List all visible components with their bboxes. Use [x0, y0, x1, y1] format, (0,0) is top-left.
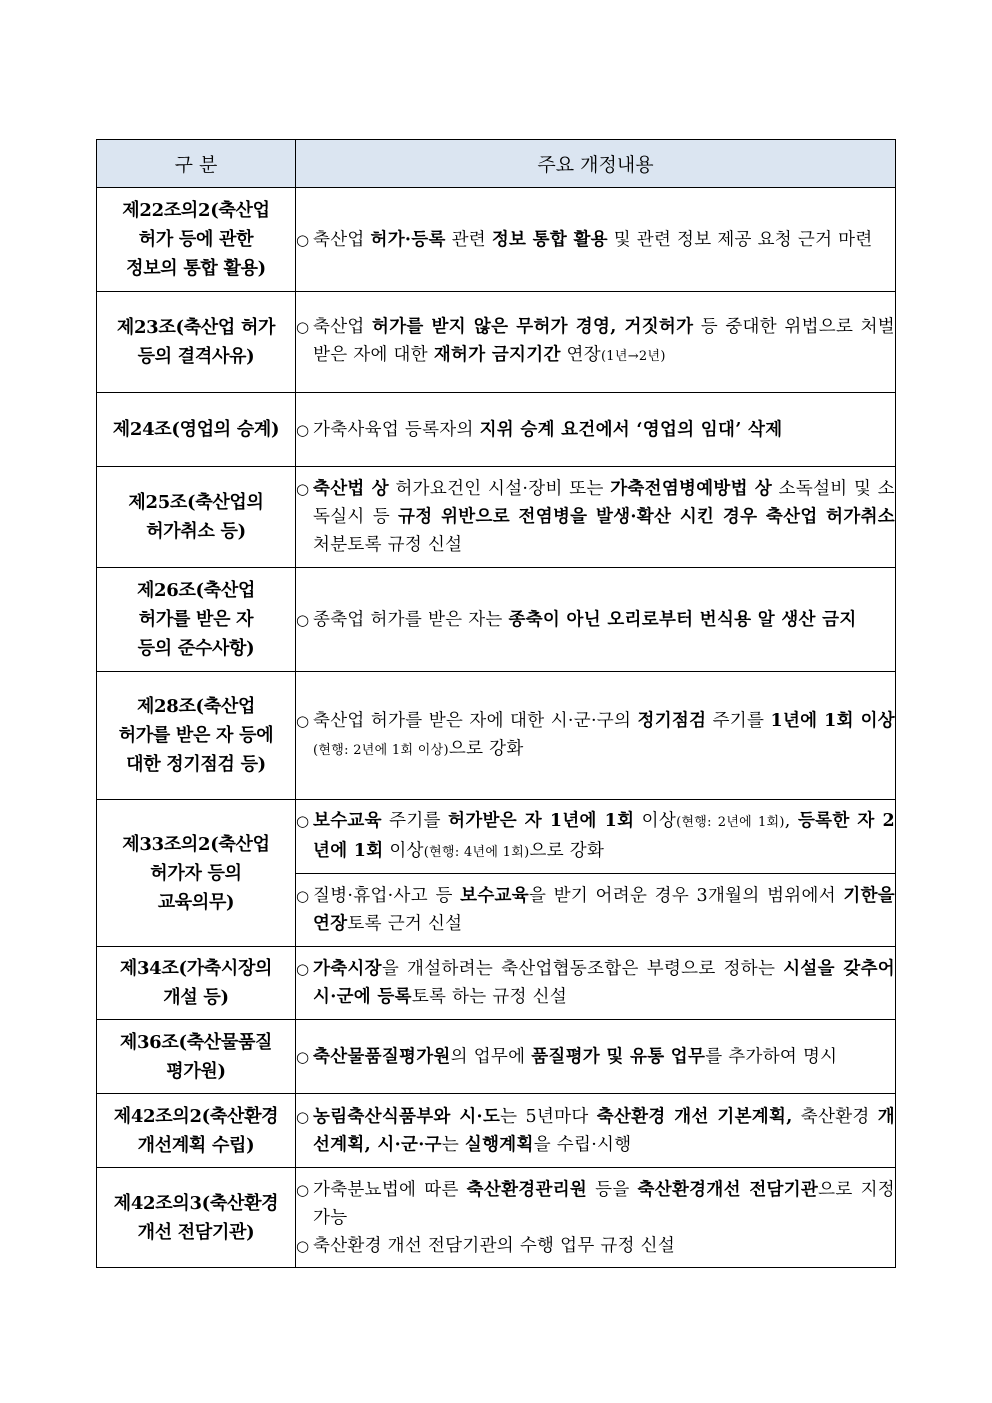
note-text: (현행: 4년에 1회) — [423, 844, 530, 860]
article-cell — [97, 393, 296, 467]
article-cell — [97, 1168, 296, 1268]
body-text: 및 관련 정보 제공 요청 근거 마련 — [607, 229, 873, 250]
content-item — [296, 707, 895, 765]
body-text: 종축업 허가를 받은 자는 — [313, 609, 509, 630]
emphasis-text: 허가·등록 — [370, 229, 446, 250]
article-cell — [97, 1020, 296, 1094]
bullet-mark: ○ — [296, 318, 310, 336]
content-item — [296, 1176, 895, 1232]
content-item — [296, 1232, 895, 1260]
body-text: , — [784, 810, 798, 831]
bullet-mark: ○ — [296, 1047, 310, 1066]
emphasis-text: 보수교육 — [313, 810, 382, 831]
article-line: 제22조의2(축산업 — [122, 200, 270, 221]
table-row — [97, 467, 896, 568]
article-line: 제33조의2(축산업 — [122, 833, 270, 855]
emphasis-text: 재허가 금지기간 — [433, 345, 561, 365]
article-line: 허가 등에 관한 — [138, 229, 254, 250]
emphasis-text: 축산환경개선 전담기관 — [637, 1179, 819, 1200]
emphasis-text: 시설을 갖추어 시·군에 등록 — [313, 959, 895, 1007]
content-cell — [296, 292, 896, 393]
bullet-mark: ○ — [296, 420, 310, 439]
bullet-mark: ○ — [296, 1107, 310, 1126]
emphasis-text: 실행계획 — [464, 1134, 534, 1155]
body-text: 으로 강화 — [448, 738, 524, 759]
body-text: 는 5년마다 — [500, 1106, 597, 1127]
body-text: 이상 — [383, 840, 424, 861]
body-text: 등 중대한 위법으로 처벌 받은 자에 대한 — [313, 317, 895, 365]
bullet-mark: ○ — [296, 230, 310, 249]
content-item — [296, 475, 895, 559]
article-line: 제42조의3(축산환경 — [113, 1192, 279, 1214]
emphasis-text: 개선계획, 시·군·구 — [313, 1106, 896, 1155]
body-text: 토록 하는 규정 신설 — [411, 987, 568, 1007]
article-cell — [97, 800, 296, 947]
article-cell — [97, 1094, 296, 1168]
body-text: 축산업 — [313, 229, 371, 250]
content-cell — [296, 393, 896, 467]
article-cell — [97, 188, 296, 292]
table-header-row — [97, 140, 896, 188]
bullet-mark: ○ — [296, 480, 310, 498]
bullet-mark: ○ — [296, 610, 310, 629]
body-text: 관련 — [445, 229, 492, 250]
article-line: 평가원) — [166, 1060, 226, 1082]
article-line: 개선계획 수립) — [137, 1134, 255, 1156]
emphasis-text: 가축전염병예방법 상 — [610, 479, 773, 499]
article-cell — [97, 672, 296, 800]
article-line: 제24조(영업의 승계) — [112, 419, 280, 440]
amendment-table — [96, 139, 896, 1268]
article-line: 제25조(축산업의 — [128, 492, 264, 513]
content-cell — [296, 874, 896, 947]
emphasis-text: 농림축산식품부와 시·도 — [313, 1106, 501, 1127]
body-text: 을 개설하려는 축산업협동조합은 부령으로 정하는 — [381, 959, 784, 979]
content-item — [296, 955, 895, 1011]
article-line: 개설 등) — [163, 987, 229, 1008]
content-item — [296, 1043, 895, 1071]
body-text: 축산환경 — [792, 1106, 878, 1127]
body-text: 으로 강화 — [529, 840, 605, 861]
body-text: 주기를 — [381, 810, 449, 831]
emphasis-text: 품질평가 및 유통 업무 — [531, 1046, 706, 1067]
article-line: 제34조(가축시장의 — [119, 958, 273, 979]
emphasis-text: 정보 통합 활용 — [491, 229, 608, 250]
bullet-mark: ○ — [296, 887, 310, 905]
table-row — [97, 1168, 896, 1268]
content-item — [296, 416, 895, 444]
emphasis-text: 종축이 아닌 오리로부터 번식용 알 생산 금지 — [508, 609, 857, 630]
body-text: 는 — [441, 1134, 465, 1155]
article-line: 허가를 받은 자 — [138, 609, 254, 630]
emphasis-text: 축산환경 개선 기본계획, — [596, 1106, 793, 1127]
bullet-mark: ○ — [296, 1180, 310, 1199]
article-line: 허가자 등의 — [150, 862, 242, 884]
article-line: 개선 전담기관) — [137, 1221, 255, 1243]
body-text: 토록 근거 신설 — [347, 914, 463, 934]
body-text: 가축분뇨법에 따른 — [313, 1179, 467, 1200]
content-cell — [296, 188, 896, 292]
emphasis-text: 정기점검 — [637, 710, 707, 731]
emphasis-text: 허가받은 자 1년에 1회 — [448, 810, 635, 831]
header-contents: 주요 개정내용 — [296, 140, 896, 188]
table-row — [97, 1094, 896, 1168]
body-text: 가축사육업 등록자의 — [313, 419, 480, 440]
content-cell — [296, 1020, 896, 1094]
emphasis-text: 축산법 상 — [313, 479, 389, 499]
body-text: 을 받기 어려운 경우 3개월의 범위에서 — [528, 886, 844, 906]
article-cell — [97, 947, 296, 1020]
table-row — [97, 292, 896, 393]
article-line: 제28조(축산업 — [136, 696, 256, 717]
bullet-mark: ○ — [296, 711, 310, 730]
body-text: 허가요건인 시설·장비 또는 — [388, 479, 611, 499]
bullet-mark: ○ — [296, 960, 310, 978]
body-text: 소독설비 및 소독실시 등 — [313, 479, 895, 527]
body-text: 를 추가하여 명시 — [705, 1046, 838, 1067]
content-cell — [296, 1168, 896, 1268]
table-row — [97, 672, 896, 800]
bullet-mark: ○ — [296, 811, 310, 830]
article-cell — [97, 467, 296, 568]
body-text: 의 업무에 — [450, 1046, 532, 1067]
content-item — [296, 606, 895, 634]
article-line: 허가를 받은 자 등에 — [118, 725, 274, 746]
article-line: 등의 결격사유) — [137, 346, 255, 367]
article-line: 제42조의2(축산환경 — [113, 1105, 279, 1127]
note-text: (현행: 2년에 1회) — [676, 814, 785, 830]
emphasis-text: 가축시장 — [313, 959, 382, 979]
body-text: 연장 — [560, 345, 601, 365]
body-text: 질병·휴업·사고 등 — [313, 886, 461, 906]
bullet-mark: ○ — [296, 1236, 310, 1255]
content-cell — [296, 672, 896, 800]
emphasis-text: 1년에 1회 이상 — [770, 710, 896, 731]
article-line: 교육의무) — [157, 891, 235, 913]
article-line: 정보의 통합 활용) — [126, 258, 266, 279]
article-line: 제26조(축산업 — [136, 580, 256, 601]
note-text: (1년→2년) — [600, 349, 666, 364]
content-item — [296, 882, 895, 938]
content-cell — [296, 568, 896, 672]
note-text: (현행: 2년에 1회 이상) — [313, 742, 449, 758]
content-cell — [296, 1094, 896, 1168]
emphasis-text: 규정 위반으로 전염병을 발생·확산 시킨 경우 축산업 허가취소 — [398, 507, 895, 527]
body-text: 이상 — [634, 810, 677, 831]
body-text: 처분토록 규정 신설 — [313, 535, 463, 555]
table-row — [97, 568, 896, 672]
article-line: 제23조(축산업 허가 — [116, 317, 276, 338]
article-line: 등의 준수사항) — [137, 638, 255, 659]
body-text: 등을 — [587, 1179, 638, 1200]
emphasis-text: 기한을 연장 — [313, 886, 896, 934]
content-item — [296, 807, 895, 867]
table-row — [97, 393, 896, 467]
table-row — [97, 188, 896, 292]
content-cell — [296, 800, 896, 874]
article-line: 제36조(축산물품질 — [119, 1031, 273, 1053]
content-cell — [296, 947, 896, 1020]
content-item — [296, 313, 895, 371]
emphasis-text: 등록한 자 2년에 1회 — [313, 810, 895, 861]
article-cell — [97, 292, 296, 393]
emphasis-text: 보수교육 — [460, 886, 529, 906]
emphasis-text: 축산환경관리원 — [466, 1179, 588, 1200]
article-cell — [97, 568, 296, 672]
emphasis-text: 지위 승계 요건에서 ‘영업의 임대’ 삭제 — [479, 419, 783, 440]
table-row — [97, 947, 896, 1020]
content-cell — [296, 467, 896, 568]
article-line: 허가취소 등) — [146, 521, 246, 542]
body-text: 으로 지정 가능 — [313, 1179, 895, 1228]
emphasis-text: 축산물품질평가원 — [313, 1046, 451, 1067]
body-text: 주기를 — [706, 710, 771, 731]
body-text: 축산업 — [313, 317, 373, 337]
article-line: 대한 정기점검 등) — [126, 754, 266, 775]
body-text: 축산환경 개선 전담기관의 수행 업무 규정 신설 — [313, 1235, 676, 1256]
content-item — [296, 1103, 895, 1159]
body-text: 축산업 허가를 받은 자에 대한 시·군·구의 — [313, 710, 638, 731]
table-row — [97, 800, 896, 874]
body-text: 을 수립·시행 — [533, 1134, 632, 1155]
table-row — [97, 1020, 896, 1094]
header-category: 구 분 — [97, 140, 296, 188]
emphasis-text: 허가를 받지 않은 무허가 경영, 거짓허가 — [372, 317, 694, 337]
content-item — [296, 226, 895, 254]
